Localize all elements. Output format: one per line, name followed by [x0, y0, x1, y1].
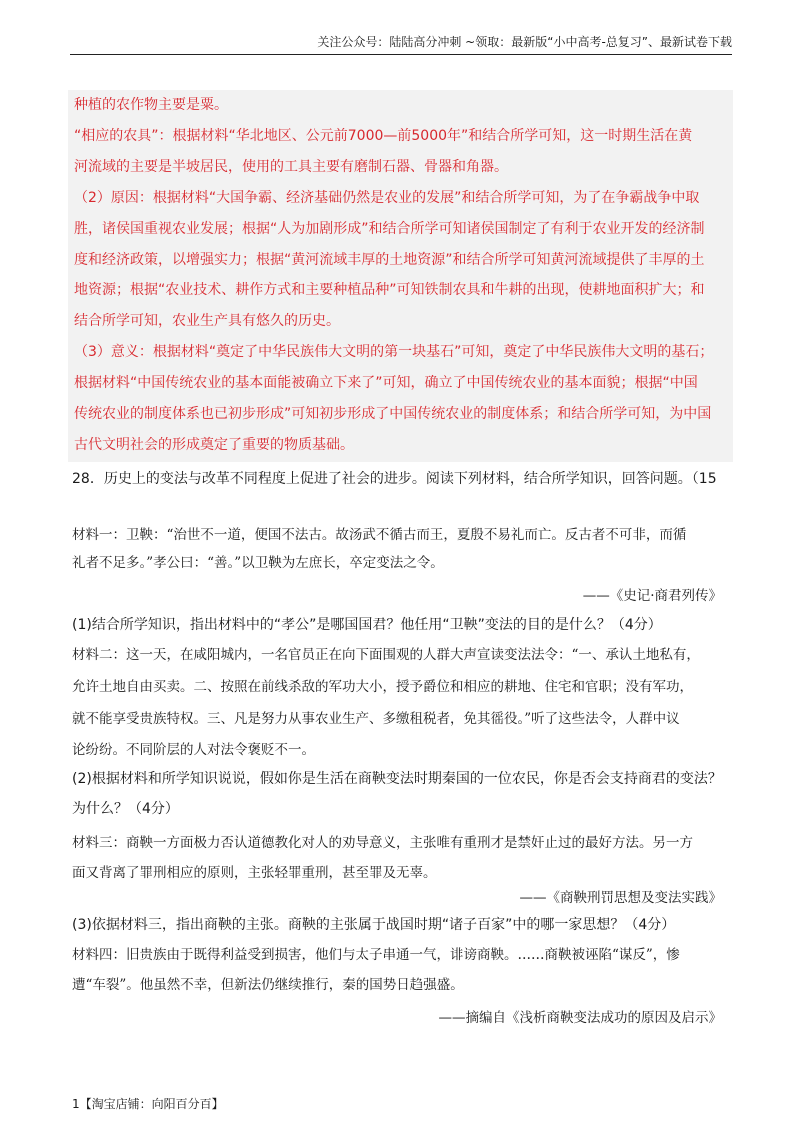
- answer-line: 传统农业的制度体系也已初步形成”可知初步形成了中国传统农业的制度体系；和结合所学可知，为中国: [74, 406, 712, 423]
- answer-line: 地资源；根据“农业技术、耕作方式和主要种植品种”可知铁制农具和牛耕的出现，使耕地面积扩大；和: [74, 282, 705, 299]
- answer-line: （2）原因：根据材料“大国争霸、经济基础仍然是农业的发展”和结合所学可知，为了在争霸战争中取: [74, 189, 700, 206]
- answer-line: 胜，诸侯国重视农业发展；根据“人为加剧形成”和结合所学可知诸侯国制定了有利于农业开发的经济制: [74, 220, 705, 237]
- answer-line: “相应的农具”：根据材料“华北地区、公元前7000—前5000年”和结合所学可知，这一时期生活在黄: [74, 127, 693, 144]
- answer-line: 根据材料“中国传统农业的基本面能被确立下来了”可知，确立了中国传统农业的基本面貌；根据“中国: [74, 375, 698, 392]
- header-text: 关注公众号：陆陆高分冲刺 ~领取：最新版“小中高考-总复习”、最新试卷下载: [317, 35, 732, 49]
- footer-text: 1【淘宝店铺：向阳百分百】: [72, 1097, 224, 1111]
- material-3-source: ——《商鞅刑罚思想及变法实践》: [519, 890, 722, 906]
- answer-section: [68, 90, 733, 462]
- sub-question-2: 为什么？（4分）: [72, 801, 179, 817]
- answer-line: 度和经济政策，以增强实力；根据“黄河流域丰厚的土地资源”和结合所学可知黄河流域提供了丰厚的土: [74, 251, 705, 268]
- material-3-line: 面又背离了罪刑相应的原则，主张轻罪重刑，甚至罪及无辜。: [72, 865, 437, 881]
- page-footer: [72, 1095, 224, 1112]
- answer-line: 结合所学可知，农业生产具有悠久的历史。: [74, 313, 340, 330]
- material-2-line: 允许土地自由买卖。二、按照在前线杀敌的军功大小，授予爵位和相应的耕地、住宅和官职；没有军功，: [72, 679, 693, 695]
- sub-question-3: (3)依据材料三，指出商鞅的主张。商鞅的主张属于战国时期“诸子百家”中的哪一家思想？（4分）: [72, 917, 676, 933]
- question-stem: 28．历史上的变法与改革不同程度上促进了社会的进步。阅读下列材料，结合所学知识，回答问题。（15: [72, 471, 717, 487]
- answer-line: （3）意义：根据材料“奠定了中华民族伟大文明的第一块基石”可知，奠定了中华民族伟大文明的基石；: [74, 344, 714, 361]
- page-header: [70, 34, 732, 55]
- material-4-line: 遭“车裂”。他虽然不幸，但新法仍继续推行，秦的国势日趋强盛。: [72, 977, 464, 993]
- material-1-line: 礼者不足多。”孝公曰：“善。”以卫鞅为左庶长，卒定变法之令。: [72, 555, 444, 571]
- material-1-source: ——《史记·商君列传》: [582, 588, 722, 604]
- answer-line: 种植的农作物主要是粟。: [74, 97, 228, 113]
- sub-question-2: (2)根据材料和所学知识说说，假如你是生活在商鞅变法时期秦国的一位农民，你是否会支持商君的变法？: [72, 771, 722, 787]
- material-4-line: 材料四：旧贵族由于既得利益受到损害，他们与太子串通一气，诽谤商鞅。……商鞅被诬陷“谋反”，惨: [72, 947, 680, 963]
- material-2-line: 材料二：这一天，在咸阳城内，一名官员正在向下面围观的人群大声宣读变法法令：“一、承认土地私有，: [72, 647, 700, 663]
- material-3-line: 材料三：商鞅一方面极力否认道德教化对人的劝导意义，主张唯有重刑才是禁奸止过的最好方法。另一方: [72, 835, 693, 851]
- answer-line: 古代文明社会的形成奠定了重要的物质基础。: [74, 436, 354, 453]
- material-2-line: 就不能享受贵族特权。三、凡是努力从事农业生产、多缴租税者，免其徭役。”听了这些法令，人群中议: [72, 711, 680, 727]
- material-2-line: 论纷纷。不同阶层的人对法令褒贬不一。: [72, 742, 315, 758]
- answer-line: 河流域的主要是半坡居民，使用的工具主要有磨制石器、骨器和角器。: [74, 158, 508, 175]
- sub-question-1: (1)结合所学知识，指出材料中的“孝公”是哪国国君？他任用“卫鞅”变法的目的是什么？（4分）: [72, 617, 662, 633]
- material-4-source: ——摘编自《浅析商鞅变法成功的原因及启示》: [438, 1010, 722, 1026]
- material-1-line: 材料一：卫鞅：“治世不一道，便国不法古。故汤武不循古而王，夏殷不易礼而亡。反古者不可非，而循: [72, 527, 687, 543]
